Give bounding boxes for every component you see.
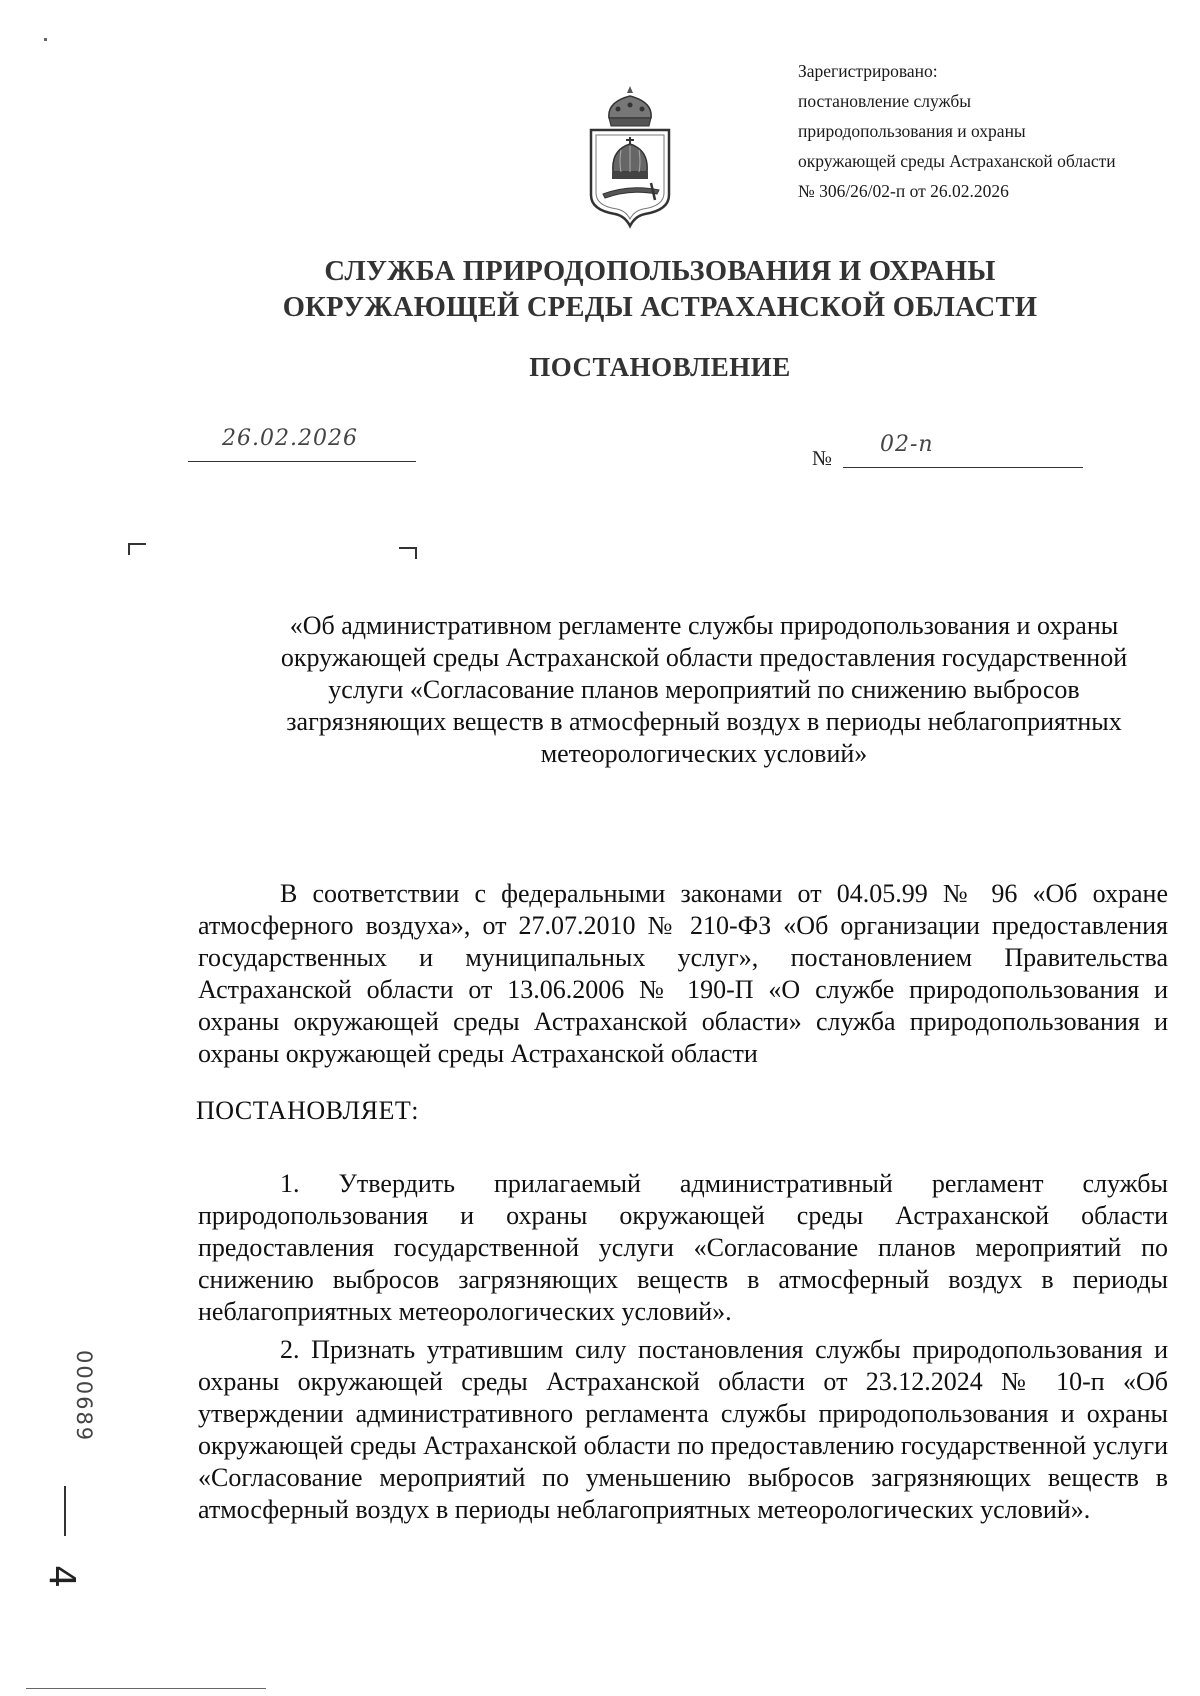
- number-sign: №: [812, 446, 833, 470]
- item-1-paragraph: [198, 1168, 1168, 1328]
- item-2-paragraph: [198, 1334, 1168, 1526]
- organization-title-line-1: СЛУЖБА ПРИРОДОПОЛЬЗОВАНИЯ И ОХРАНЫ: [324, 256, 996, 287]
- registration-line: Зарегистрировано:: [798, 61, 938, 81]
- handwritten-number: 02-п: [880, 432, 934, 457]
- title-bracket-right: [399, 547, 417, 559]
- date-underline: [188, 461, 416, 462]
- margin-mark-line: [64, 1486, 66, 1536]
- registration-line: природопользования и охраны: [798, 121, 1026, 141]
- organization-title: [200, 254, 1120, 326]
- document-type: ПОСТАНОВЛЕНИЕ: [529, 352, 791, 382]
- document-subject: [222, 610, 1186, 770]
- scan-speck: [44, 38, 47, 41]
- registration-line: постановление службы: [798, 91, 972, 111]
- subject-line: метеорологических условий»: [540, 739, 868, 768]
- subject-line: услуги «Согласование планов мероприятий по снижению выбросов: [328, 675, 1080, 704]
- subject-line: загрязняющих веществ в атмосферный воздух в периоды неблагоприятных: [286, 707, 1122, 736]
- number-underline: [843, 467, 1083, 468]
- organization-title-line-2: ОКРУЖАЮЩЕЙ СРЕДЫ АСТРАХАНСКОЙ ОБЛАСТИ: [282, 292, 1038, 323]
- preamble-paragraph: [198, 878, 1168, 1070]
- subject-line: окружающей среды Астраханской области предоставления государственной: [280, 643, 1128, 672]
- registration-line: окружающей среды Астраханской области: [798, 151, 1116, 171]
- item-1-text: 1. Утвердить прилагаемый административный регламент службы природопользования и охраны окружающей среды Астраханской области предоставления государственной услуги «Согласование планов мероприятий по снижению выбросов загрязняющих веществ в атмосферный воздух в периоды неблагоприятных метеорологических условий».: [198, 1169, 1168, 1326]
- coat-of-arms-icon: [585, 80, 675, 230]
- registration-number: № 306/26/02-п от 26.02.2026: [798, 181, 1009, 201]
- registration-stamp: [798, 56, 1178, 206]
- decrees-heading: ПОСТАНОВЛЯЕТ:: [196, 1096, 419, 1125]
- margin-page-mark: 4: [40, 1565, 82, 1588]
- handwritten-date: 26.02.2026: [222, 426, 358, 451]
- margin-serial-number: 000689: [72, 1350, 96, 1443]
- title-bracket-left: [128, 543, 146, 555]
- bottom-rule: [26, 1688, 266, 1689]
- preamble-text: В соответствии с федеральными законами от 04.05.99 № 96 «Об охране атмосферного воздуха», от 27.07.2010 № 210-ФЗ «Об организации предоставления государственных и муниципальных услуг», постановлением Правительства Астраханской области от 13.06.2006 № 190-П «О службе природопользования и охраны окружающей среды Астраханской области» служба природопользования и охраны окружающей среды Астраханской области: [198, 879, 1168, 1068]
- subject-line: «Об административном регламенте службы природопользования и охраны: [289, 611, 1119, 640]
- item-2-text: 2. Признать утратившим силу постановления службы природопользования и охраны окружающей среды Астраханской области от 23.12.2024 № 10-п «Об утверждении административного регламента службы природопользования и охраны окружающей среды Астраханской области по предоставлению государственной услуги «Согласование мероприятий по уменьшению выбросов загрязняющих веществ в атмосферный воздух в периоды неблагоприятных метеорологических условий».: [198, 1335, 1168, 1524]
